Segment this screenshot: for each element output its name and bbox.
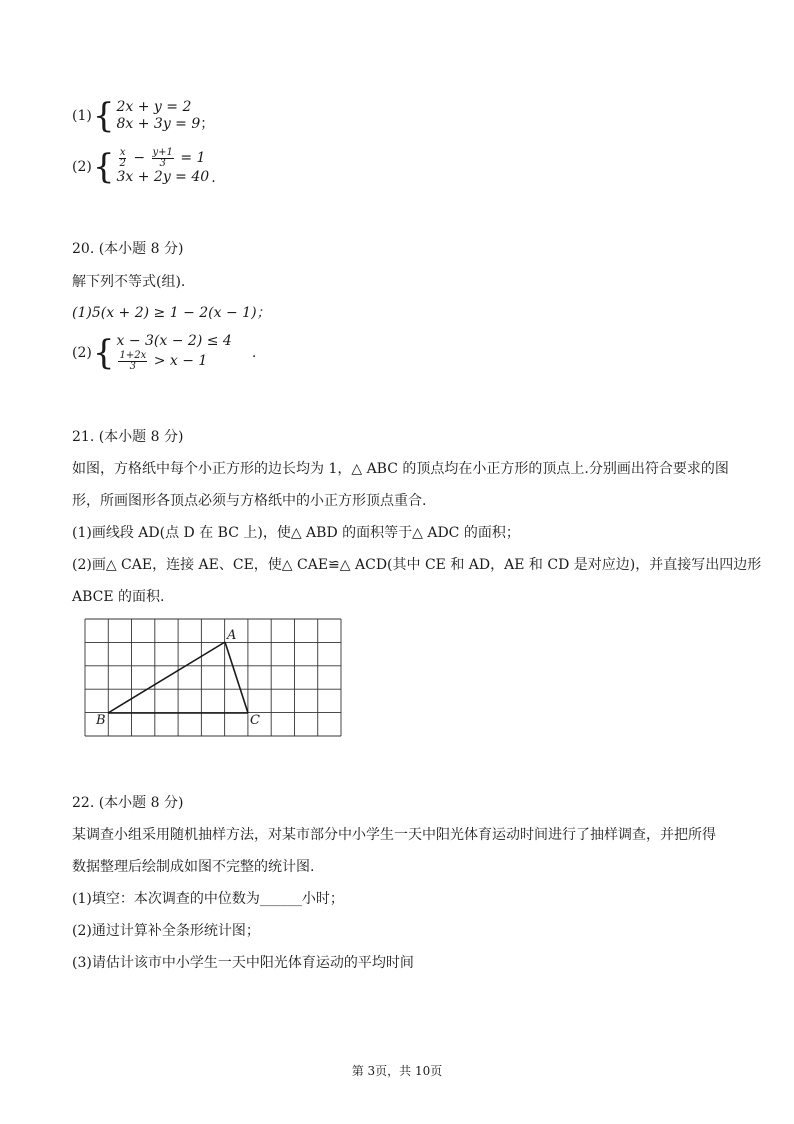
- brace-symbol: {: [92, 332, 115, 373]
- q19-part1-label: (1): [72, 108, 92, 124]
- q22-line4: (2)通过计算补全条形统计图；: [72, 923, 260, 939]
- q20-part2: [72, 333, 256, 372]
- q20-intro: 解下列不等式(组).: [72, 274, 186, 290]
- q20-part2-label: (2): [72, 344, 92, 361]
- q19-part2-eq-rhs: = 1: [180, 150, 206, 166]
- q22-line3: (1)填空：本次调查的中位数为______小时；: [72, 891, 344, 907]
- vertex-label-a: A: [227, 628, 237, 643]
- q22-line2: 数据整理后绘制成如图不完整的统计图.: [72, 859, 315, 875]
- q20-header: 20. (本小题 8 分): [72, 241, 184, 257]
- q19-part2-eq2: 3x + 2y = 40: [116, 169, 210, 185]
- brace-symbol: {: [92, 146, 115, 187]
- q19-part2-end: .: [211, 170, 216, 186]
- q20-part2-end: .: [251, 344, 257, 361]
- vertex-label-b: B: [96, 713, 106, 728]
- q19-part2-frac2: $\frac{y+1}{3}$: [152, 146, 173, 169]
- q22-line5: (3)请估计该市中小学生一天中阳光体育运动的平均时间: [72, 955, 414, 971]
- q20-part2-ineq1: x − 3(x − 2) ≤ 4: [116, 333, 232, 349]
- q21-line5: ABCE 的面积.: [72, 589, 165, 605]
- q20-part1: (1)5(x + 2) ≥ 1 − 2(x − 1)；: [72, 305, 271, 321]
- grid-lines: [85, 619, 341, 736]
- q19-part1: [72, 96, 215, 136]
- q19-part2: [72, 147, 216, 186]
- q19-part2-label: (2): [72, 158, 92, 175]
- q19-part2-frac1: $\frac{x}{2}$: [119, 146, 126, 169]
- q20-part2-ineq2-rhs: > x − 1: [153, 353, 208, 369]
- q19-part1-eq1: 2x + y = 2: [116, 99, 192, 115]
- brace-symbol: {: [92, 96, 115, 136]
- q19-part1-eq2: 8x + 3y = 9: [116, 116, 201, 132]
- grid-figure-svg: [84, 618, 346, 742]
- q22-header: 22. (本小题 8 分): [72, 795, 184, 811]
- q19-part2-minus: −: [133, 150, 146, 166]
- q21-line1: 如图，方格纸中每个小正方形的边长均为 1，△ ABC 的顶点均在小正方形的顶点上.分别画出符合要求的图: [72, 461, 729, 477]
- q21-line4: (2)画△ CAE，连接 AE、CE，使△ CAE≌△ ACD(其中 CE 和 AD，AE 和 CD 是对应边)，并直接写出四边形: [72, 557, 762, 573]
- grid-figure: [84, 618, 346, 746]
- q20-part2-frac: $\frac{1+2x}{3}$: [119, 349, 147, 372]
- q21-line3: (1)画线段 AD(点 D 在 BC 上)，使△ ABD 的面积等于△ ADC 的面积；: [72, 525, 520, 541]
- vertex-label-c: C: [250, 713, 260, 728]
- q21-line2: 形，所画图形各顶点必须与方格纸中的小正方形顶点重合.: [72, 493, 427, 509]
- page-footer: 第 3页，共 10页: [351, 1064, 443, 1078]
- segment-ac: [225, 642, 248, 713]
- q19-part1-end: ；: [200, 116, 215, 132]
- q21-header: 21. (本小题 8 分): [72, 429, 184, 445]
- segment-ab: [108, 642, 225, 713]
- q22-line1: 某调查小组采用随机抽样方法，对某市部分中小学生一天中阳光体育运动时间进行了抽样调查，并把所得: [72, 827, 716, 843]
